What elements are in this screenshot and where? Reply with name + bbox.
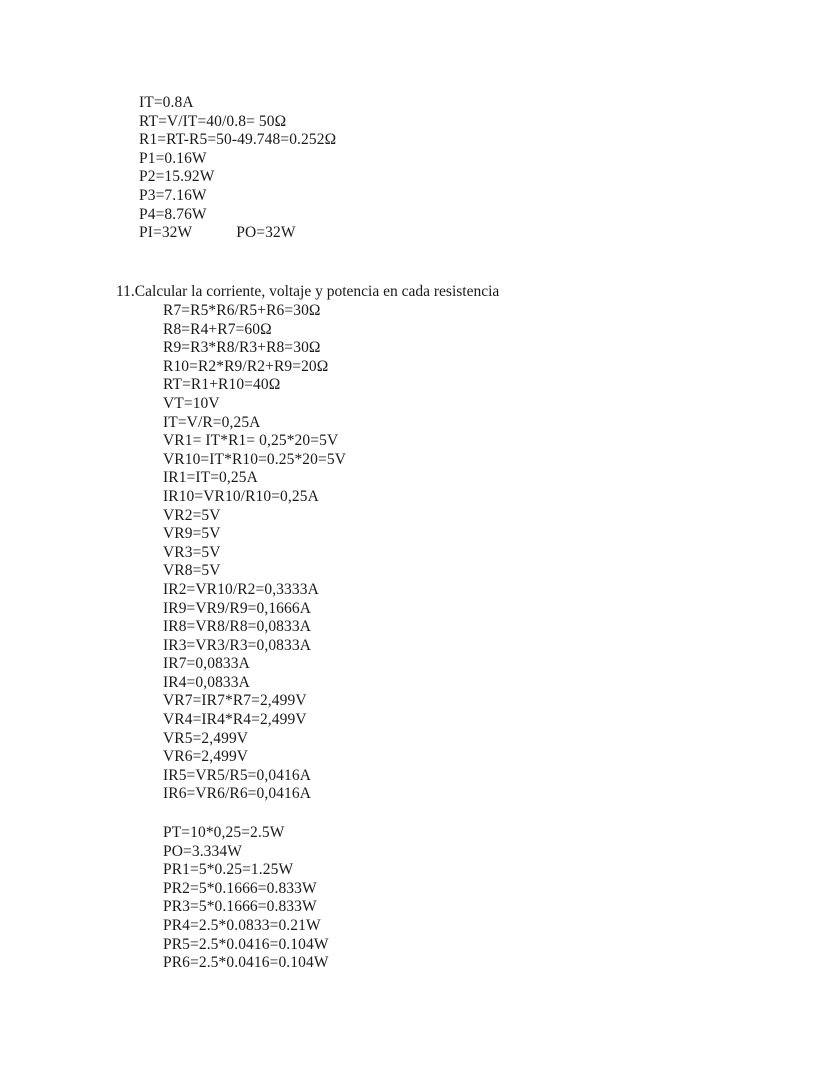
text-line: VR7=IR7*R7=2,499V [163, 692, 307, 710]
text-line: IR1=IT=0,25A [163, 469, 258, 487]
text-line: PO=3.334W [163, 842, 242, 860]
text-line: PR4=2.5*0.0833=0.21W [163, 916, 321, 934]
text-line: IR3=VR3/R3=0,0833A [163, 636, 312, 654]
power-out: PO=32W [236, 224, 296, 242]
text-line: P3=7.16W [139, 186, 207, 204]
text-line: VR10=IT*R10=0.25*20=5V [163, 450, 346, 468]
text-line: VR8=5V [163, 562, 221, 580]
text-line: P4=8.76W [139, 205, 207, 223]
exercise-heading: 11.Calcular la corriente, voltaje y potencia en cada resistencia [116, 283, 500, 300]
power-in: PI=32W [139, 224, 193, 242]
text-line: IT=0.8A [139, 94, 194, 111]
text-line: VR9=5V [163, 525, 221, 543]
text-line: IR4=0,0833A [163, 673, 250, 691]
text-line: VR1= IT*R1= 0,25*20=5V [163, 432, 339, 450]
text-line: IT=V/R=0,25A [163, 413, 261, 431]
text-line: RT=V/IT=40/0.8= 50Ω [139, 112, 287, 130]
text-line: R9=R3*R8/R3+R8=30Ω [163, 339, 321, 357]
text-line: R10=R2*R9/R2+R9=20Ω [163, 357, 329, 375]
text-line: PR6=2.5*0.0416=0.104W [163, 954, 329, 972]
text-line: IR5=VR5/R5=0,0416A [163, 766, 312, 784]
text-line: IR6=VR6/R6=0,0416A [163, 785, 312, 803]
text-line: IR9=VR9/R9=0,1666A [163, 599, 312, 617]
text-line: PR2=5*0.1666=0.833W [163, 879, 317, 897]
text-line: VR2=5V [163, 506, 221, 524]
text-line: IR2=VR10/R2=0,3333A [163, 580, 319, 598]
text-line: IR10=VR10/R10=0,25A [163, 487, 319, 505]
text-line: VR4=IR4*R4=2,499V [163, 711, 307, 729]
text-line: VR6=2,499V [163, 748, 249, 766]
text-line: PR3=5*0.1666=0.833W [163, 898, 317, 916]
text-line: VT=10V [163, 394, 220, 412]
previous-results-block [139, 94, 336, 243]
text-line: R8=R4+R7=60Ω [163, 320, 272, 338]
text-line: R1=RT-R5=50-49.748=0.252Ω [139, 131, 337, 149]
text-line: IR8=VR8/R8=0,0833A [163, 618, 312, 636]
power-block [163, 824, 329, 973]
text-line: RT=R1+R10=40Ω [163, 376, 281, 394]
text-line: VR5=2,499V [163, 729, 249, 747]
text-line: P2=15.92W [139, 168, 215, 186]
power-summary-line [139, 224, 336, 243]
text-line: PT=10*0,25=2.5W [163, 824, 285, 841]
text-line: VR3=5V [163, 543, 221, 561]
text-line: PR1=5*0.25=1.25W [163, 861, 294, 879]
text-line: R7=R5*R6/R5+R6=30Ω [163, 302, 321, 319]
text-line: P1=0.16W [139, 149, 207, 167]
text-line: IR7=0,0833A [163, 655, 250, 673]
calculation-block [163, 302, 346, 804]
text-line: PR5=2.5*0.0416=0.104W [163, 935, 329, 953]
